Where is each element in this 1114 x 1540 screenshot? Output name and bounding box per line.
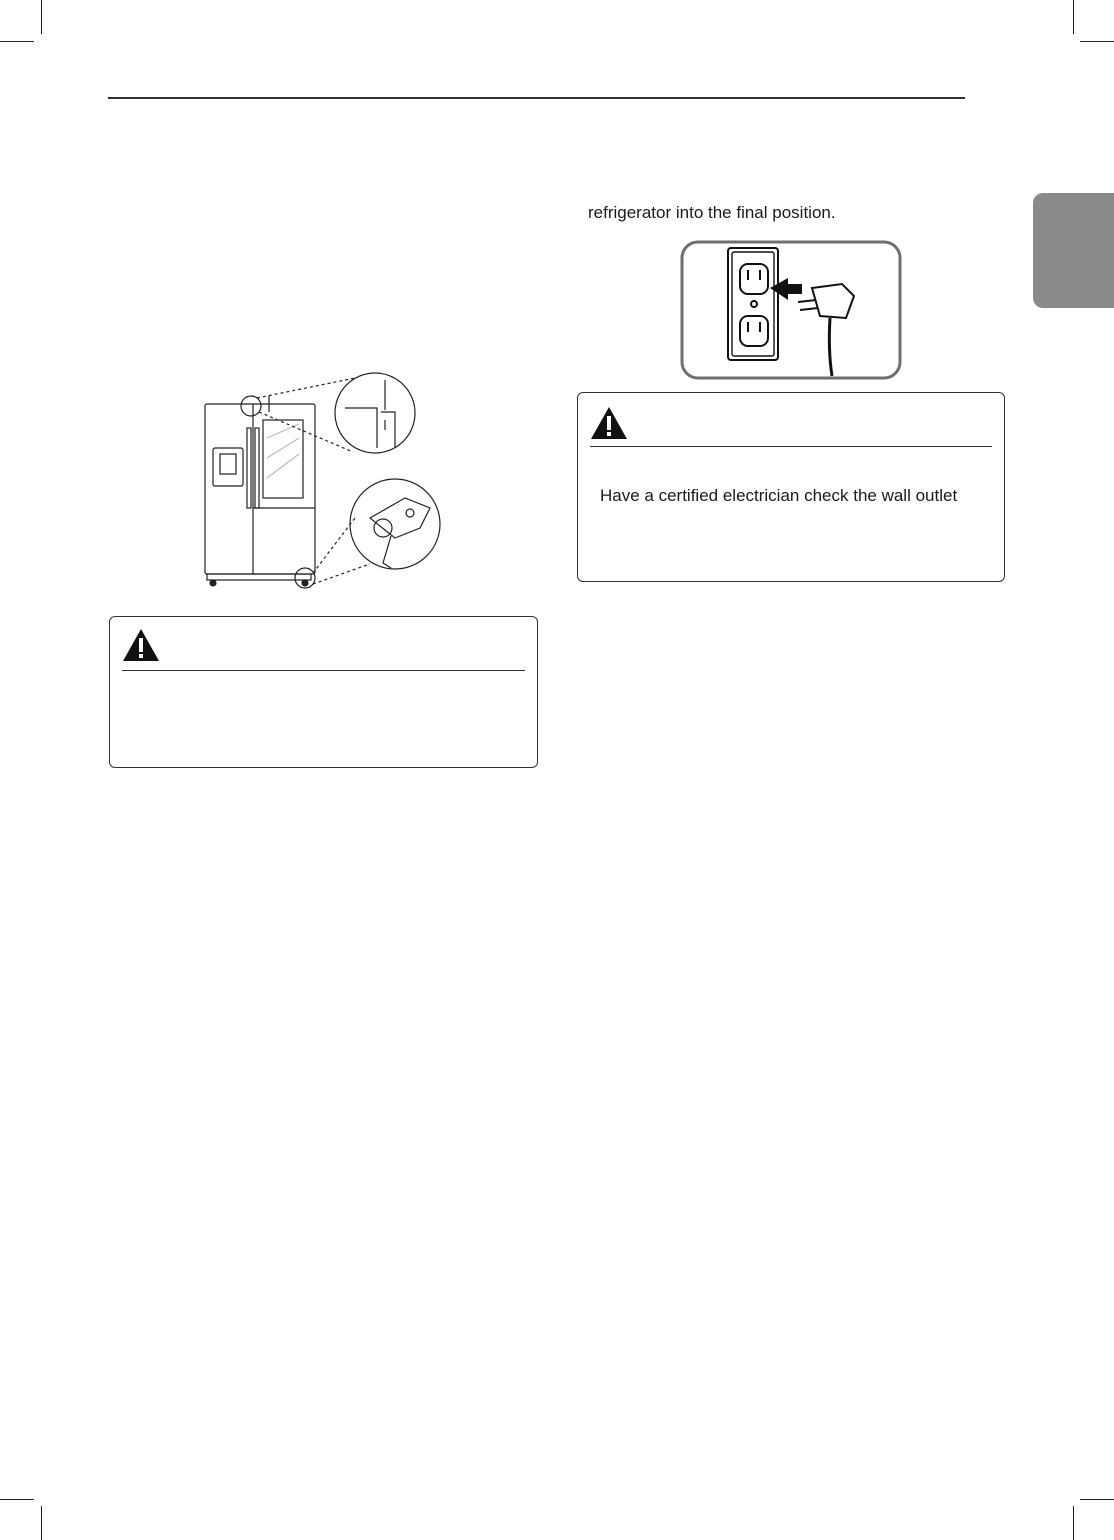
crop-mark xyxy=(41,1506,42,1540)
refrigerator-leveling-figure xyxy=(195,368,445,593)
warning-triangle-icon xyxy=(122,628,160,662)
header-rule xyxy=(108,97,965,99)
crop-mark xyxy=(1080,41,1114,42)
warning-box-right xyxy=(577,392,1005,582)
warning-box-left xyxy=(109,616,538,768)
crop-mark xyxy=(0,1499,34,1500)
refrigerator-leveling-icon xyxy=(195,368,445,593)
warning-triangle-icon xyxy=(590,406,628,440)
language-side-tab[interactable] xyxy=(1033,193,1114,308)
crop-mark xyxy=(1073,1506,1074,1540)
warning-divider xyxy=(590,446,992,447)
continued-step-text: refrigerator into the final position. xyxy=(588,203,836,222)
warning-divider xyxy=(122,670,525,671)
crop-mark xyxy=(1073,0,1074,34)
crop-mark xyxy=(0,41,34,42)
crop-mark xyxy=(1080,1499,1114,1500)
warning-text: Have a certified electrician check the wall outlet xyxy=(600,486,958,505)
outlet-plug-figure xyxy=(680,240,902,380)
crop-mark xyxy=(41,0,42,34)
wall-outlet-plug-icon xyxy=(680,240,902,380)
